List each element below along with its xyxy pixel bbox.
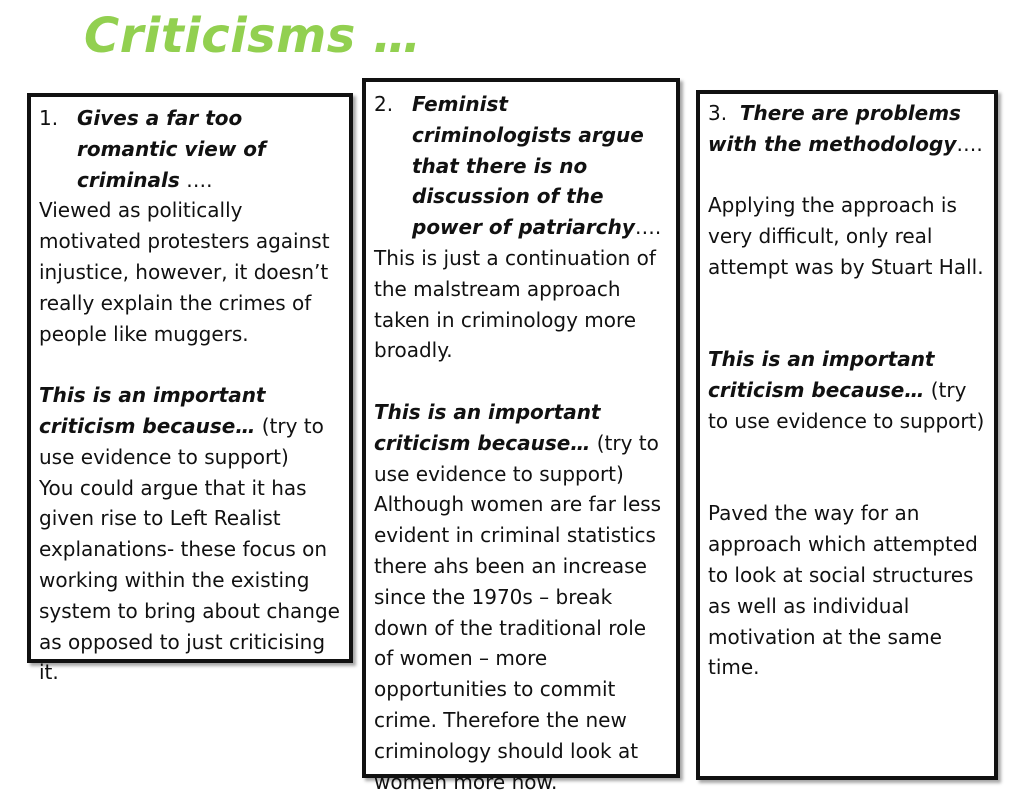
- criticism-box-1: [27, 93, 353, 685]
- criticism-3-important: [708, 344, 986, 436]
- criticism-2-evidence: Although women are far less evident in criminal statistics there ahs been an increase since the 1970s – break down of the traditional role of women – more opportunities to commit crime. Therefore the new criminology should look at women more now.: [374, 492, 662, 794]
- criticism-3-important-suffix: (try to use evidence to support): [708, 378, 985, 433]
- criticism-2-heading-suffix: ….: [634, 215, 662, 240]
- criticism-1-important: [39, 380, 341, 472]
- criticism-1-heading: [39, 103, 341, 195]
- criticism-box-2: [362, 78, 680, 794]
- criticism-1-body: Viewed as politically motivated protesters against injustice, however, it doesn’t really explain the crimes of people like muggers.: [39, 198, 330, 346]
- criticism-2-important: [374, 397, 668, 489]
- criticism-3-number: 3.: [708, 101, 728, 125]
- criticism-3-important-label: This is an important criticism because…: [708, 347, 935, 403]
- criticism-3-heading-suffix: ….: [956, 131, 983, 156]
- criticism-3-evidence: Paved the way for an approach which attempted to look at social structures as well as individual motivation at the same time.: [708, 501, 978, 680]
- criticism-3-heading-text: There are problems with the methodology: [708, 101, 961, 156]
- criticism-3-heading: [708, 98, 986, 160]
- criticism-box-3: [696, 90, 998, 780]
- criticism-1-number: 1.: [39, 106, 59, 130]
- criticism-2-important-suffix: (try to use evidence to support): [374, 430, 659, 486]
- criticism-2-heading-text: Feminist criminologists argue that there is no discussion of the power of patriarchy: [412, 92, 644, 240]
- criticism-2-heading: [374, 89, 668, 243]
- criticism-1-heading-text: Gives a far too romantic view of criminals: [77, 106, 266, 192]
- criticism-1-important-label: This is an important criticism because…: [39, 383, 266, 438]
- criticism-1-heading-suffix: ….: [179, 167, 213, 192]
- criticism-3-body: Applying the approach is very difficult, only real attempt was by Stuart Hall.: [708, 193, 984, 279]
- criticism-1-important-suffix: (try to use evidence to support): [39, 413, 324, 469]
- criticism-1-evidence: You could argue that it has given rise to Left Realist explanations- these focus on working within the existing system to bring about change as opposed to just criticising it.: [39, 475, 340, 685]
- criticism-2-number: 2.: [374, 92, 394, 116]
- criticism-2-body: This is just a continuation of the malstream approach taken in criminology more broadly.: [374, 245, 656, 363]
- page-title: Criticisms …: [84, 8, 422, 64]
- criticism-2-important-label: This is an important criticism because…: [374, 399, 601, 455]
